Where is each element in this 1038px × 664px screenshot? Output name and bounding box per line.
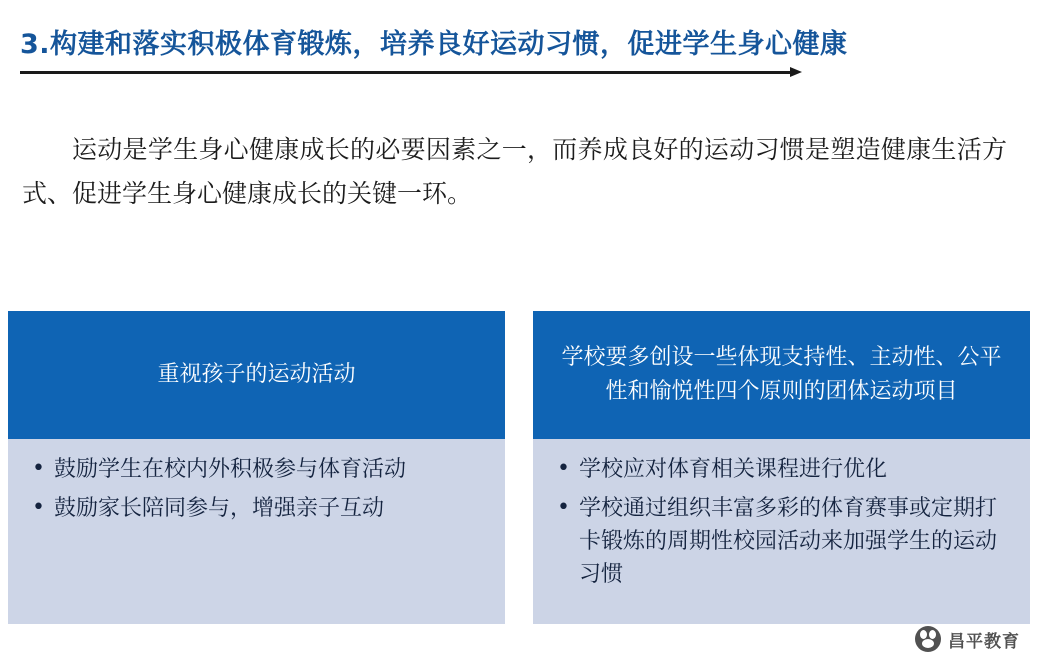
page-title: 3.构建和落实积极体育锻炼，培养良好运动习惯，促进学生身心健康 bbox=[20, 29, 848, 60]
card-left bbox=[8, 311, 505, 624]
card-left-header: 重视孩子的运动活动 bbox=[8, 311, 505, 439]
list-item: • 学校通过组织丰富多彩的体育赛事或定期打卡锻炼的周期性校园活动来加强学生的运动习惯 bbox=[551, 492, 1012, 591]
card-right-bullet-list bbox=[551, 453, 1012, 591]
title-underline-arrow bbox=[20, 71, 790, 74]
list-item: • 鼓励家长陪同参与，增强亲子互动 bbox=[26, 492, 487, 525]
card-right-header: 学校要多创设一些体现支持性、主动性、公平性和愉悦性四个原则的团体运动项目 bbox=[533, 311, 1030, 439]
card-left-bullet-list bbox=[26, 453, 487, 525]
watermark-label: 昌平教育 bbox=[948, 631, 1020, 652]
intro-paragraph: 运动是学生身心健康成长的必要因素之一，而养成良好的运动习惯是塑造健康生活方式、促进学生身心健康成长的关键一环。 bbox=[22, 135, 1007, 208]
card-right bbox=[533, 311, 1030, 624]
title-block bbox=[20, 22, 1010, 74]
paw-icon bbox=[915, 626, 941, 652]
cards-row bbox=[8, 311, 1030, 624]
card-right-body bbox=[533, 439, 1030, 624]
card-left-body bbox=[8, 439, 505, 624]
list-item: • 学校应对体育相关课程进行优化 bbox=[551, 453, 1012, 486]
list-item: • 鼓励学生在校内外积极参与体育活动 bbox=[26, 453, 487, 486]
watermark bbox=[915, 626, 1020, 652]
